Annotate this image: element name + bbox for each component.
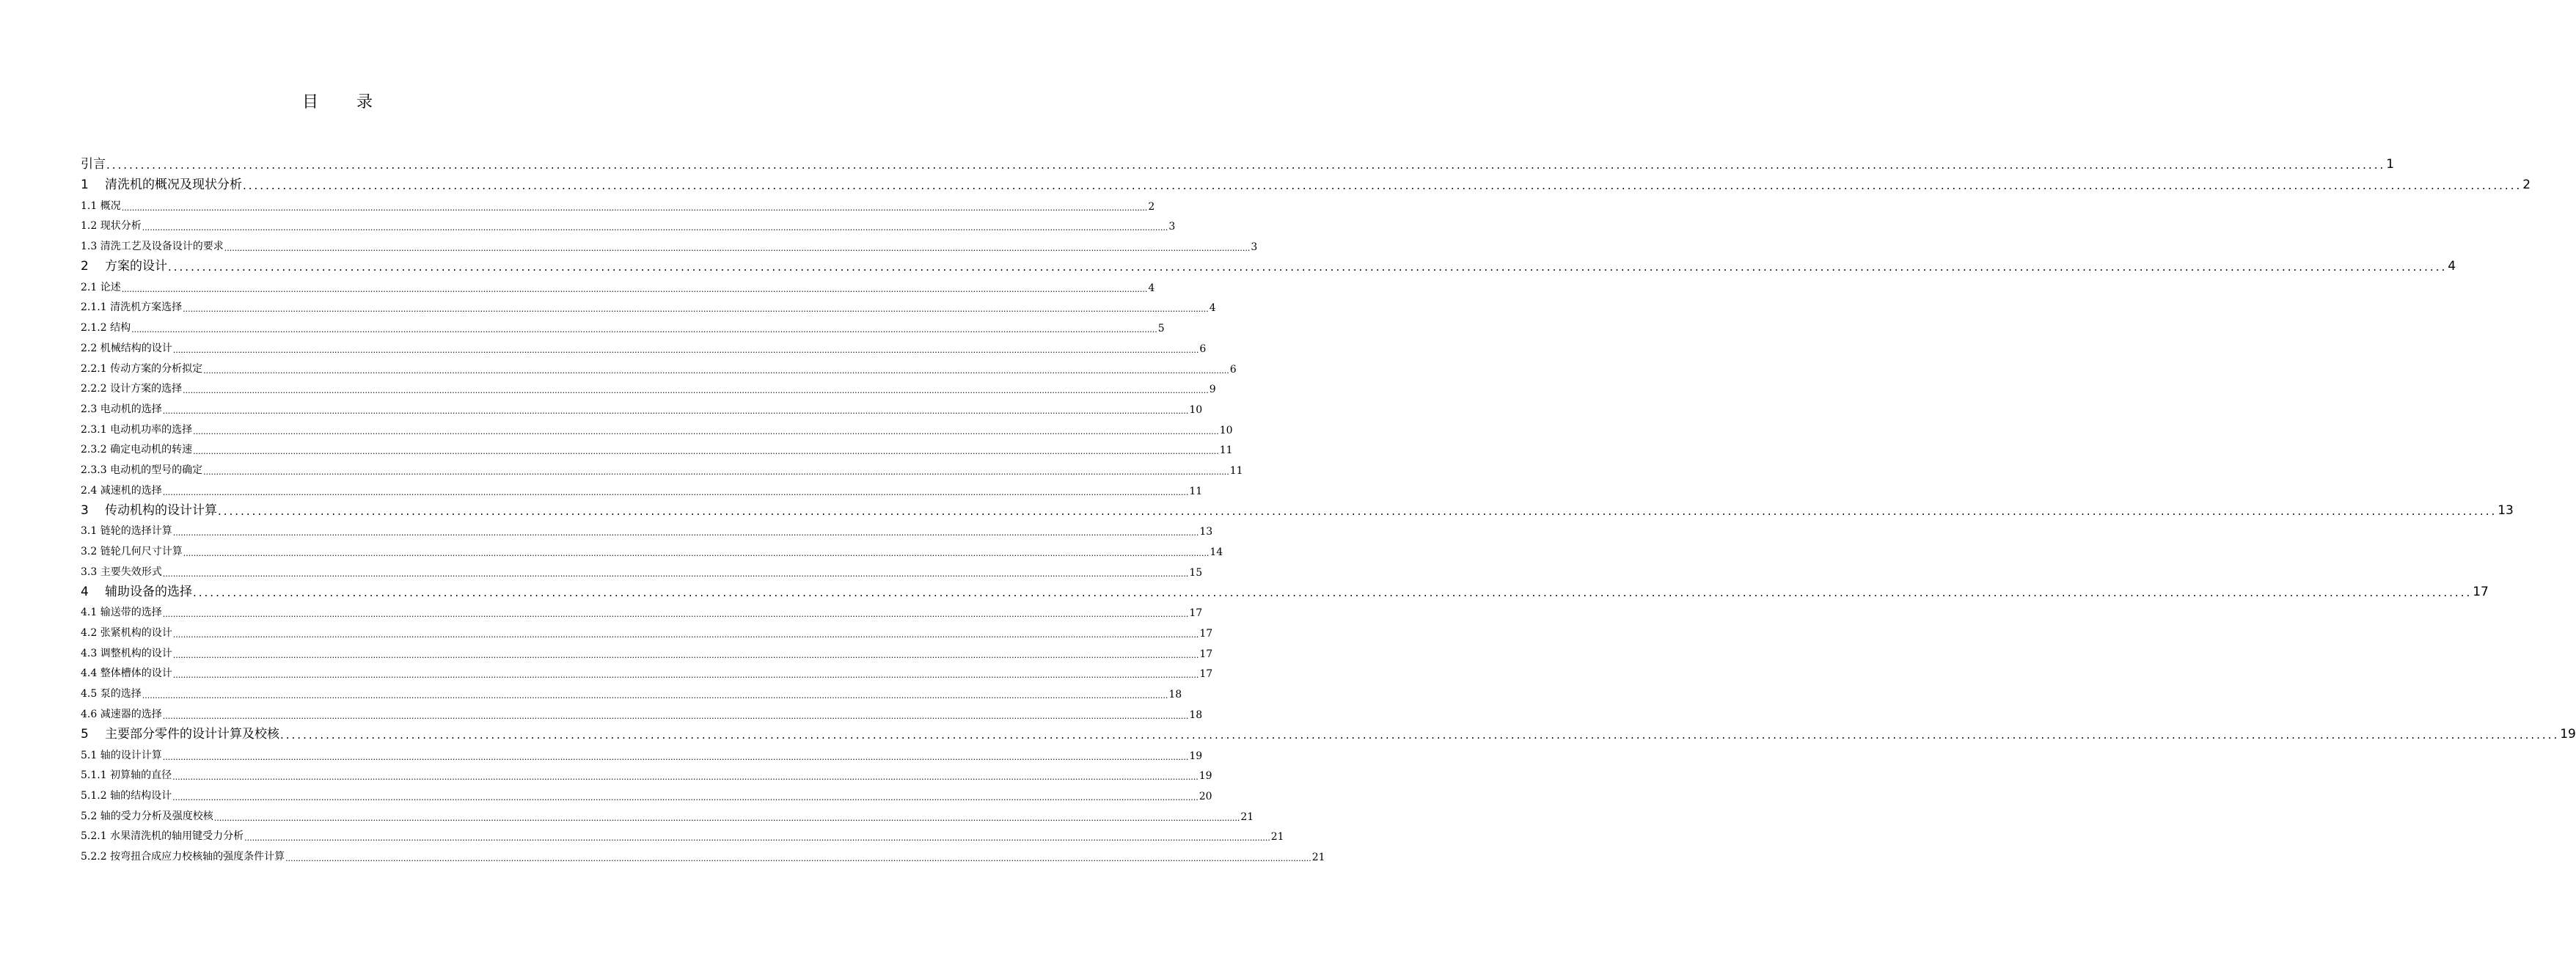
toc-dot-leader: ................................................................................................................................................................................................................................................................................................................................................................................................................ — [121, 284, 1148, 294]
toc-entry-label — [81, 849, 285, 863]
toc-dot-leader: ................................................................................................................................................................................................................................................................................................................................................................................................................ — [121, 202, 1148, 213]
toc-dot-leader: ................................................................................................................................................................................................................................................................................................................................................................................................................ — [172, 630, 1199, 640]
toc-dot-leader: ................................................................................................................................................................................................................................................................................................................................................................................................................ — [162, 487, 1189, 497]
toc-entry-label — [81, 523, 172, 538]
toc-section-entry[interactable] — [81, 558, 1203, 579]
toc-section-entry[interactable] — [81, 213, 1176, 233]
toc-entry-text: 4.2 张紧机构的设计 — [81, 627, 172, 640]
toc-page-number: 15 — [1189, 566, 1203, 579]
toc-entry-text: 2.1 论述 — [81, 281, 121, 293]
toc-dot-leader: ................................................................................................................................................................................................................................................................................................................................................................................................................ — [172, 650, 1199, 660]
table-of-contents — [81, 151, 2576, 863]
toc-dot-leader: ................................................................................................................................................................................................................................................................................................................................................................................................................ — [213, 813, 1240, 823]
toc-entry-text: 1.3 清洗工艺及设备设计的要求 — [81, 241, 224, 253]
toc-section-entry[interactable] — [81, 700, 1203, 721]
toc-page-number: 3 — [1251, 241, 1258, 254]
toc-dot-leader: ................................................................................................................................................................................................................................................................................................................................................................................................................ — [218, 504, 2498, 518]
toc-entry-text: 5.2 轴的受力分析及强度校核 — [81, 810, 213, 822]
toc-entry-text: 4.3 调整机构的设计 — [81, 647, 172, 659]
toc-chapter-number: 2 — [81, 259, 89, 274]
toc-dot-leader: ................................................................................................................................................................................................................................................................................................................................................................................................................ — [172, 345, 1199, 355]
toc-entry-label — [81, 442, 192, 456]
toc-dot-leader: ................................................................................................................................................................................................................................................................................................................................................................................................................ — [168, 260, 2448, 274]
toc-entry-label — [81, 604, 162, 619]
toc-entry-label — [81, 808, 213, 823]
toc-dot-leader: ................................................................................................................................................................................................................................................................................................................................................................................................................ — [172, 772, 1199, 783]
toc-dot-leader: ................................................................................................................................................................................................................................................................................................................................................................................................................ — [183, 386, 1209, 396]
toc-section-entry[interactable] — [81, 334, 1207, 355]
toc-section-entry[interactable] — [81, 274, 1155, 294]
toc-entry-text: 3.3 主要失效形式 — [81, 566, 162, 578]
toc-chapter-entry[interactable] — [81, 497, 2514, 518]
toc-entry-label — [81, 361, 202, 376]
toc-page-number: 4 — [2448, 259, 2456, 274]
toc-dot-leader: ................................................................................................................................................................................................................................................................................................................................................................................................................ — [203, 466, 1229, 477]
toc-dot-leader: ................................................................................................................................................................................................................................................................................................................................................................................................................ — [243, 179, 2522, 192]
toc-entry-text: 4.5 泵的选择 — [81, 688, 142, 700]
toc-entry-label — [81, 767, 172, 782]
toc-entry-text: 2.3.2 确定电动机的转速 — [81, 444, 193, 456]
page-title — [0, 89, 675, 112]
toc-entry-text: 2.4 减速机的选择 — [81, 484, 162, 497]
toc-entry-label — [81, 401, 162, 416]
toc-entry-text: 2.3.3 电动机的型号的确定 — [81, 464, 203, 476]
toc-dot-leader: ................................................................................................................................................................................................................................................................................................................................................................................................................ — [142, 223, 1168, 233]
toc-entry-label — [81, 422, 192, 436]
toc-page-number: 21 — [1311, 851, 1325, 863]
toc-section-entry[interactable] — [81, 538, 1223, 558]
toc-dot-leader: ................................................................................................................................................................................................................................................................................................................................................................................................................ — [280, 728, 2560, 742]
toc-entry-text: 2.3.1 电动机功率的选择 — [81, 423, 193, 436]
toc-section-entry[interactable] — [81, 762, 1212, 783]
toc-chapter-number: 3 — [81, 502, 89, 518]
toc-chapter-number: 5 — [81, 726, 89, 742]
toc-entry-text: 2.2.2 设计方案的选择 — [81, 383, 183, 395]
toc-section-entry[interactable] — [81, 477, 1203, 497]
toc-entry-text: 5.1 轴的设计计算 — [81, 749, 162, 761]
toc-entry-text: 5.2.1 水果清洗机的轴用键受力分析 — [81, 830, 244, 843]
toc-page-number: 9 — [1209, 384, 1216, 396]
toc-dot-leader: ................................................................................................................................................................................................................................................................................................................................................................................................................ — [162, 610, 1189, 620]
toc-section-entry[interactable] — [81, 395, 1203, 416]
toc-chapter-number: 4 — [81, 584, 89, 599]
title-char-2: 录 — [356, 93, 373, 111]
toc-page-number: 11 — [1189, 485, 1203, 497]
toc-page-number: 5 — [1157, 323, 1165, 335]
toc-page-number: 20 — [1199, 790, 1212, 802]
toc-entry-label — [81, 686, 142, 700]
toc-page-number: 19 — [1189, 750, 1203, 762]
toc-entry-text: 传动机构的设计计算 — [105, 502, 217, 518]
toc-page-number: 3 — [1168, 221, 1176, 233]
toc-page-number: 11 — [1229, 464, 1243, 477]
toc-entry-label — [81, 279, 121, 294]
toc-entry-text: 主要部分零件的设计计算及校核 — [105, 726, 279, 742]
toc-page-number: 17 — [1199, 648, 1213, 660]
toc-page-number: 18 — [1168, 689, 1182, 701]
toc-entry-text: 辅助设备的选择 — [105, 584, 192, 599]
toc-entry-text: 5.1.2 轴的结构设计 — [81, 789, 172, 802]
toc-dot-leader: ................................................................................................................................................................................................................................................................................................................................................................................................................ — [162, 406, 1189, 416]
toc-entry-label — [81, 544, 183, 558]
toc-page-number: 17 — [1189, 607, 1203, 620]
toc-dot-leader: ................................................................................................................................................................................................................................................................................................................................................................................................................ — [183, 549, 1210, 558]
toc-entry-label — [81, 218, 142, 233]
toc-page-number: 17 — [1199, 668, 1213, 681]
toc-entry-text: 4.1 输送带的选择 — [81, 607, 162, 619]
toc-page-number: 18 — [1189, 709, 1203, 721]
toc-entry-text: 4.6 减速器的选择 — [81, 708, 162, 720]
toc-section-entry[interactable] — [81, 294, 1216, 315]
toc-section-entry[interactable] — [81, 436, 1233, 457]
toc-entry-label — [81, 500, 217, 518]
toc-dot-leader: ................................................................................................................................................................................................................................................................................................................................................................................................................ — [193, 447, 1219, 457]
toc-dot-leader: ................................................................................................................................................................................................................................................................................................................................................................................................................ — [183, 304, 1209, 315]
toc-entry-label — [81, 462, 202, 477]
toc-dot-leader: ................................................................................................................................................................................................................................................................................................................................................................................................................ — [285, 853, 1311, 863]
toc-page-number: 21 — [1270, 831, 1284, 844]
title-char-1: 目 — [301, 93, 318, 111]
toc-entry-text: 1.1 概况 — [81, 200, 121, 212]
toc-chapter-entry[interactable] — [81, 253, 2456, 274]
toc-dot-leader: ................................................................................................................................................................................................................................................................................................................................................................................................................ — [193, 585, 2473, 599]
toc-page-number: 4 — [1148, 282, 1155, 294]
toc-entry-text: 清洗机的概况及现状分析 — [105, 178, 242, 192]
toc-page-number: 2 — [2522, 178, 2531, 192]
toc-page-number: 1 — [2386, 157, 2395, 172]
toc-entry-text: 2.1.1 清洗机方案选择 — [81, 301, 183, 314]
toc-page-number: 6 — [1199, 343, 1207, 355]
toc-dot-leader: ................................................................................................................................................................................................................................................................................................................................................................................................................ — [244, 833, 1270, 844]
toc-section-entry[interactable] — [81, 314, 1165, 335]
toc-chapter-entry[interactable] — [81, 721, 2576, 742]
toc-entry-label — [81, 788, 172, 802]
toc-dot-leader: ................................................................................................................................................................................................................................................................................................................................................................................................................ — [162, 752, 1189, 762]
toc-page-number: 2 — [1148, 200, 1155, 213]
toc-entry-text: 引言 — [81, 157, 106, 172]
toc-dot-leader: ................................................................................................................................................................................................................................................................................................................................................................................................................ — [162, 568, 1189, 579]
toc-dot-leader: ................................................................................................................................................................................................................................................................................................................................................................................................................ — [193, 426, 1219, 436]
toc-section-entry[interactable] — [81, 233, 1258, 254]
toc-entry-text: 1.2 现状分析 — [81, 220, 142, 233]
toc-dot-leader: ................................................................................................................................................................................................................................................................................................................................................................................................................ — [224, 244, 1251, 254]
toc-entry-text: 2.2.1 传动方案的分析拟定 — [81, 362, 203, 375]
toc-entry-label — [81, 299, 182, 314]
toc-dot-leader: ................................................................................................................................................................................................................................................................................................................................................................................................................ — [172, 670, 1199, 681]
toc-entry-text: 2.2 机械结构的设计 — [81, 342, 172, 354]
toc-page-number: 10 — [1189, 403, 1203, 416]
toc-section-entry[interactable] — [81, 599, 1203, 620]
toc-entry-label — [81, 381, 182, 395]
toc-entry-text: 5.2.2 按弯扭合成应力校核轴的强度条件计算 — [81, 850, 285, 863]
toc-entry-label — [81, 340, 172, 355]
toc-section-entry[interactable] — [81, 802, 1254, 823]
toc-entry-label — [81, 625, 172, 640]
toc-page-number: 17 — [1199, 628, 1213, 640]
toc-entry-text: 方案的设计 — [105, 259, 167, 274]
toc-entry-text: 4.4 整体槽体的设计 — [81, 667, 172, 680]
toc-dot-leader: ................................................................................................................................................................................................................................................................................................................................................................................................................ — [106, 158, 2386, 172]
toc-section-entry[interactable] — [81, 518, 1213, 538]
toc-entry-label — [81, 723, 279, 742]
toc-entry-label — [81, 581, 192, 599]
toc-section-entry[interactable] — [81, 680, 1182, 701]
toc-page-number: 17 — [2473, 584, 2489, 599]
toc-entry-label — [81, 564, 162, 579]
toc-section-entry[interactable] — [81, 742, 1203, 762]
toc-chapter-entry[interactable] — [81, 151, 2395, 172]
toc-section-entry[interactable] — [81, 355, 1237, 376]
toc-entry-text: 3.2 链轮几何尺寸计算 — [81, 546, 183, 557]
toc-entry-label — [81, 255, 167, 274]
toc-entry-label — [81, 174, 242, 192]
toc-dot-leader: ................................................................................................................................................................................................................................................................................................................................................................................................................ — [162, 711, 1189, 721]
toc-entry-label — [81, 483, 162, 497]
toc-section-entry[interactable] — [81, 619, 1213, 640]
toc-page-number: 6 — [1229, 363, 1237, 376]
toc-entry-text: 2.1.2 结构 — [81, 322, 131, 334]
toc-section-entry[interactable] — [81, 823, 1284, 844]
toc-page-number: 11 — [1219, 444, 1233, 457]
toc-section-entry[interactable] — [81, 843, 1325, 863]
toc-section-entry[interactable] — [81, 640, 1213, 660]
toc-section-entry[interactable] — [81, 660, 1213, 681]
toc-chapter-number: 1 — [81, 178, 89, 192]
toc-section-entry[interactable] — [81, 456, 1243, 477]
toc-entry-label — [81, 320, 131, 334]
toc-entry-label — [81, 238, 224, 253]
toc-entry-label — [81, 747, 162, 762]
toc-page-number: 21 — [1240, 811, 1254, 823]
toc-page-number: 10 — [1219, 424, 1233, 436]
toc-entry-label — [81, 665, 172, 680]
toc-page-number: 19 — [2560, 726, 2576, 742]
toc-dot-leader: ................................................................................................................................................................................................................................................................................................................................................................................................................ — [172, 528, 1199, 538]
toc-entry-label — [81, 198, 121, 213]
toc-dot-leader: ................................................................................................................................................................................................................................................................................................................................................................................................................ — [142, 691, 1168, 701]
toc-page-number: 13 — [1199, 526, 1213, 538]
toc-section-entry[interactable] — [81, 782, 1212, 802]
toc-chapter-entry[interactable] — [81, 172, 2531, 192]
toc-section-entry[interactable] — [81, 192, 1155, 213]
toc-dot-leader: ................................................................................................................................................................................................................................................................................................................................................................................................................ — [131, 325, 1157, 335]
toc-page-number: 14 — [1210, 546, 1223, 558]
toc-entry-label — [81, 706, 162, 721]
toc-section-entry[interactable] — [81, 376, 1216, 396]
toc-page-number: 13 — [2498, 502, 2514, 518]
toc-dot-leader: ................................................................................................................................................................................................................................................................................................................................................................................................................ — [172, 792, 1199, 802]
toc-section-entry[interactable] — [81, 416, 1233, 436]
toc-page-number: 4 — [1209, 302, 1216, 315]
toc-entry-text: 5.1.1 初算轴的直径 — [81, 769, 172, 782]
toc-entry-text: 2.3 电动机的选择 — [81, 403, 162, 415]
toc-entry-label — [81, 645, 172, 660]
toc-chapter-entry[interactable] — [81, 579, 2489, 599]
toc-dot-leader: ................................................................................................................................................................................................................................................................................................................................................................................................................ — [203, 365, 1229, 376]
toc-entry-label — [81, 828, 244, 843]
toc-entry-label — [81, 153, 106, 172]
toc-page-number: 19 — [1199, 770, 1212, 783]
toc-entry-text: 3.1 链轮的选择计算 — [81, 525, 172, 538]
